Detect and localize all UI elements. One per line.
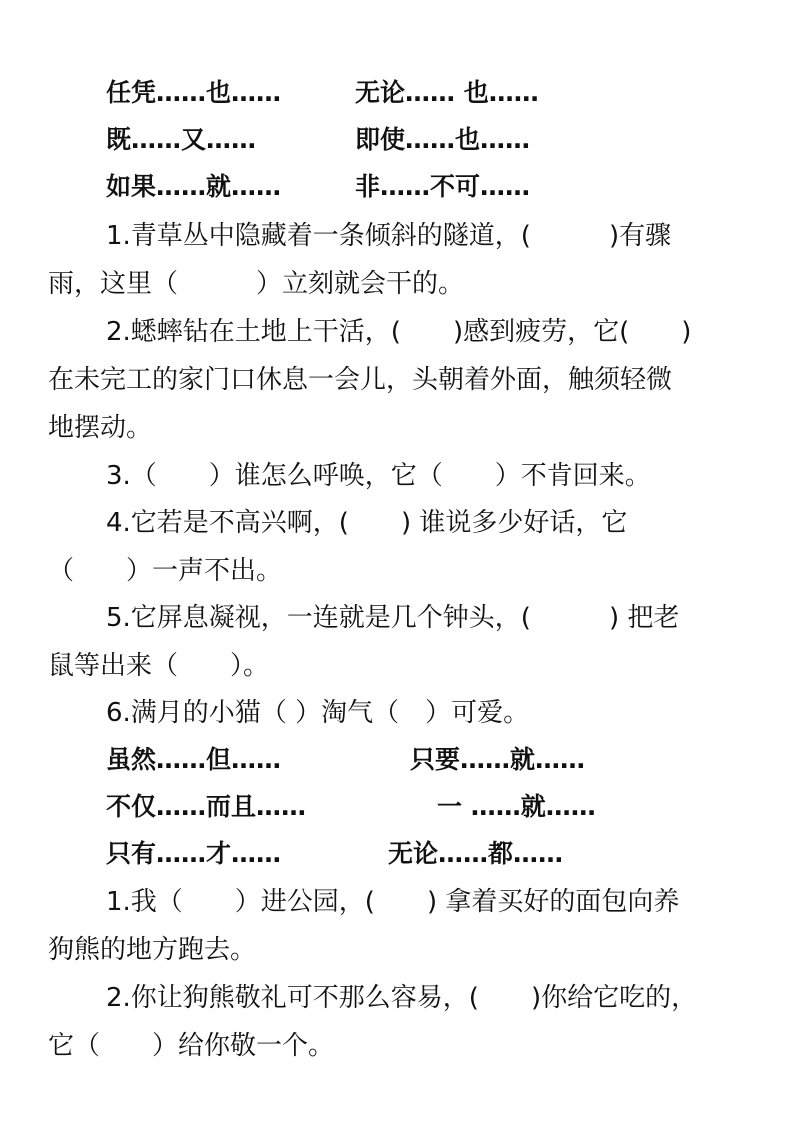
conjunction-row — [0, 834, 793, 874]
exercise-line: 狗熊的地方跑去。 — [48, 935, 257, 965]
exercise-line: 雨，这里（ ）立刻就会干的。 — [48, 269, 465, 299]
conjunction-row — [0, 73, 793, 113]
exercise-line: 在未完工的家门口休息一会儿，头朝着外面，触须轻微 — [48, 365, 673, 395]
exercise-line: 地摆动。 — [48, 413, 153, 443]
conjunction-pair: 如果……就…… — [106, 172, 282, 201]
conjunction-pair: 无论……都…… — [388, 839, 564, 868]
exercise-line: 5.它屏息凝视，一连就是几个钟头，( ) 把老 — [106, 603, 680, 633]
conjunction-pair: 即使……也…… — [355, 125, 531, 154]
conjunction-pair: 只要……就…… — [410, 745, 586, 774]
conjunction-pair: 不仅……而且…… — [106, 792, 307, 821]
conjunction-pair: 既……又…… — [106, 125, 257, 154]
exercise-line: 3.（ ）谁怎么呼唤，它（ ）不肯回来。 — [106, 461, 651, 491]
exercise-line: 2.蟋蟀钻在土地上干活，( )感到疲劳，它( ) — [106, 317, 692, 347]
exercise-line: 4.它若是不高兴啊，( ) 谁说多少好话，它 — [106, 508, 628, 538]
conjunction-row — [0, 740, 793, 780]
exercise-line: 它（ ）给你敬一个。 — [48, 1031, 335, 1061]
exercise-line: 2.你让狗熊敬礼可不那么容易，( )你给它吃的， — [106, 983, 698, 1013]
exercise-line: （ ）一声不出。 — [48, 556, 283, 586]
exercise-line: 1.青草丛中隐藏着一条倾斜的隧道，( )有骤 — [106, 221, 672, 251]
conjunction-row — [0, 787, 793, 827]
exercise-line: 1.我（ ）进公园，( ) 拿着买好的面包向养 — [106, 887, 680, 917]
exercise-line: 6.满月的小猫（ ）淘气（ ）可爱。 — [106, 698, 530, 728]
conjunction-row — [0, 167, 793, 207]
conjunction-pair: 无论…… 也…… — [355, 78, 539, 107]
conjunction-pair: 虽然……但…… — [106, 745, 282, 774]
conjunction-row — [0, 120, 793, 160]
conjunction-pair: 只有……才…… — [106, 839, 282, 868]
conjunction-pair: 一 ……就…… — [437, 792, 596, 821]
exercise-line: 鼠等出来（ ）。 — [48, 651, 270, 681]
conjunction-pair: 任凭……也…… — [106, 78, 282, 107]
conjunction-pair: 非……不可…… — [355, 172, 531, 201]
